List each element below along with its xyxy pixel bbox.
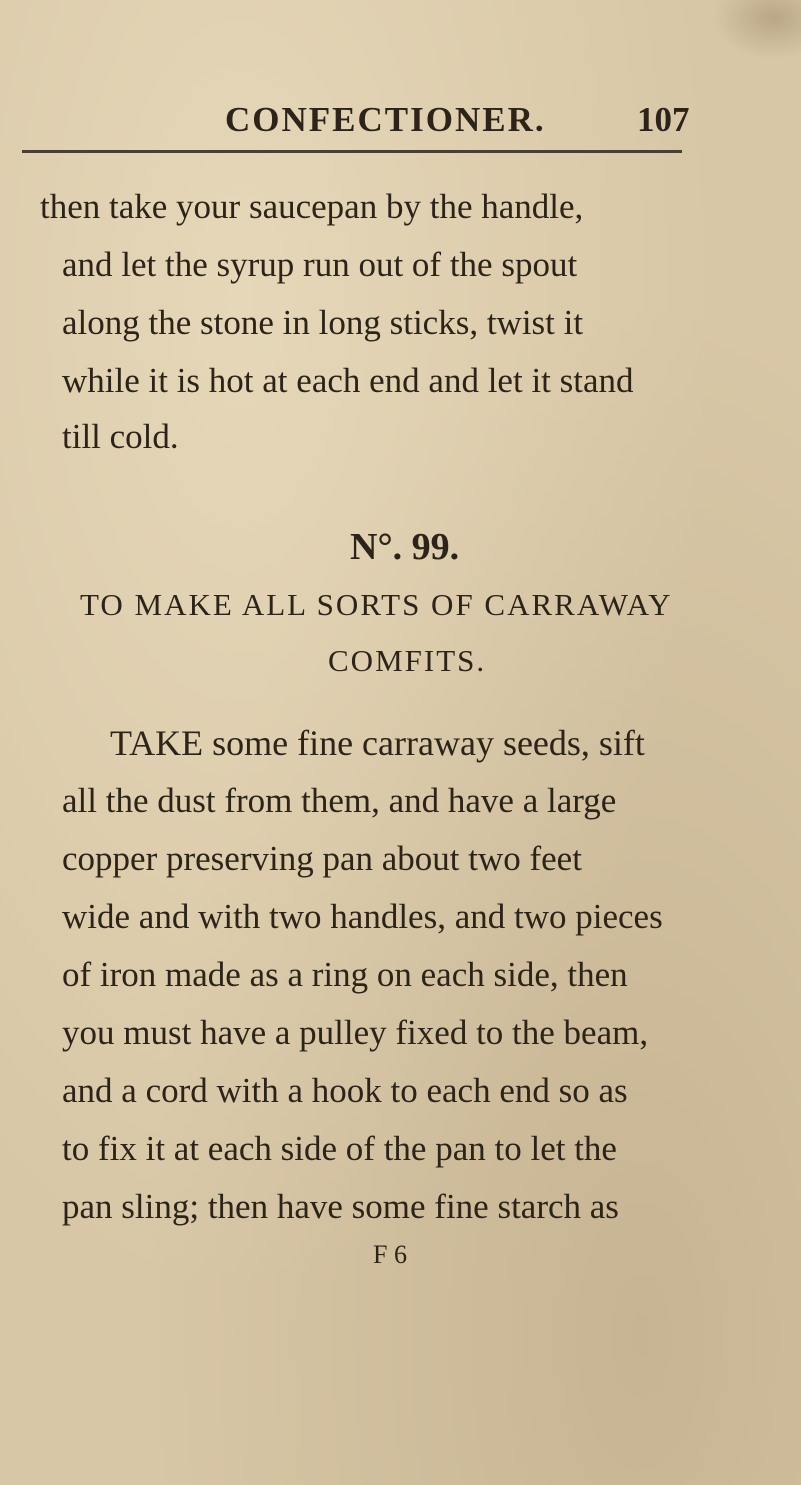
text-line: copper preserving pan about two feet	[62, 839, 582, 878]
text-line: then take your saucepan by the handle,	[40, 187, 584, 226]
recipe-title-line: TO MAKE ALL SORTS OF CARRAWAY	[80, 587, 673, 622]
page-number: 107	[637, 100, 690, 139]
text-line: all the dust from them, and have a large	[62, 781, 617, 820]
text-line: pan sling; then have some fine starch as	[62, 1187, 619, 1226]
recipe-title-line: COMFITS.	[328, 643, 487, 678]
text-line: TAKE some fine carraway seeds, sift	[110, 723, 645, 763]
running-title: CONFECTIONER.	[225, 100, 546, 139]
recipe-number: N°. 99.	[350, 526, 460, 568]
text-line: and a cord with a hook to each end so as	[62, 1071, 628, 1110]
page-stain	[711, 0, 801, 60]
header-rule	[22, 150, 682, 153]
text-line: wide and with two handles, and two pieces	[62, 897, 663, 936]
page-header	[225, 100, 725, 144]
text-line: you must have a pulley fixed to the beam,	[62, 1013, 649, 1052]
text-line: to fix it at each side of the pan to let the	[62, 1129, 617, 1168]
text-line: while it is hot at each end and let it stand	[62, 361, 634, 400]
text-line: and let the syrup run out of the spout	[62, 245, 578, 284]
text-line: of iron made as a ring on each side, then	[62, 955, 628, 994]
text-line: along the stone in long sticks, twist it	[62, 303, 584, 342]
signature-mark: F 6	[373, 1240, 407, 1269]
text-line: till cold.	[62, 417, 179, 456]
